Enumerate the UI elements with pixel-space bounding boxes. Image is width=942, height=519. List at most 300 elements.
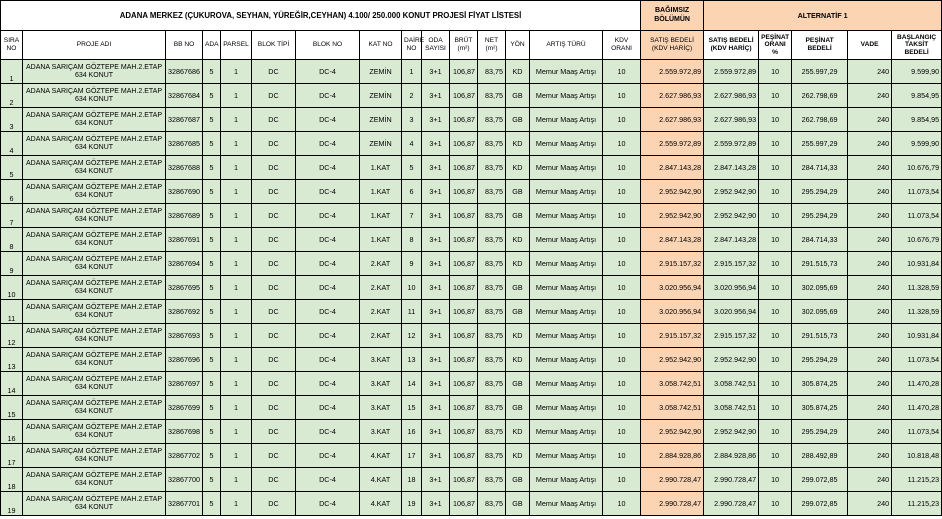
cell-daire: 16 xyxy=(402,420,422,444)
cell-taksit: 10.931,84 xyxy=(892,252,942,276)
cell-satis1: 2.915.157,32 xyxy=(641,324,704,348)
cell-kdv: 10 xyxy=(603,444,641,468)
cell-ada: 5 xyxy=(203,180,221,204)
cell-parsel: 1 xyxy=(221,156,252,180)
cell-kat: 4.KAT xyxy=(360,468,402,492)
cell-satis2: 2.884.928,86 xyxy=(704,444,759,468)
cell-daire: 5 xyxy=(402,156,422,180)
cell-ada: 5 xyxy=(203,276,221,300)
table-row xyxy=(1,348,942,372)
cell-pes-oran: 10 xyxy=(759,324,792,348)
cell-pes-oran: 10 xyxy=(759,252,792,276)
cell-pes-bedel: 299.072,85 xyxy=(792,492,848,516)
cell-taksit: 10.676,79 xyxy=(892,156,942,180)
cell-kdv: 10 xyxy=(603,60,641,84)
cell-satis2: 2.990.728,47 xyxy=(704,468,759,492)
cell-blok-tipi: DC xyxy=(252,324,296,348)
cell-kat: 4.KAT xyxy=(360,492,402,516)
cell-yon: GB xyxy=(506,492,530,516)
cell-proje: ADANA SARIÇAM GÖZTEPE MAH.2.ETAP 634 KONUT xyxy=(23,444,166,468)
cell-bbno: 32867698 xyxy=(166,420,203,444)
cell-kdv: 10 xyxy=(603,468,641,492)
col-header-blok-tipi: BLOK TİPİ xyxy=(252,31,296,60)
cell-daire: 11 xyxy=(402,300,422,324)
table-row xyxy=(1,396,942,420)
cell-parsel: 1 xyxy=(221,204,252,228)
cell-daire: 12 xyxy=(402,324,422,348)
cell-daire: 3 xyxy=(402,108,422,132)
cell-brut: 106,87 xyxy=(450,252,478,276)
cell-proje: ADANA SARIÇAM GÖZTEPE MAH.2.ETAP 634 KONUT xyxy=(23,228,166,252)
cell-taksit: 10.931,84 xyxy=(892,324,942,348)
cell-net: 83,75 xyxy=(478,204,506,228)
cell-kdv: 10 xyxy=(603,108,641,132)
col-header-net: NET (m²) xyxy=(478,31,506,60)
cell-vade: 240 xyxy=(848,372,892,396)
cell-pes-oran: 10 xyxy=(759,444,792,468)
cell-artis: Memur Maaş Artışı xyxy=(530,156,603,180)
cell-kdv: 10 xyxy=(603,156,641,180)
cell-net: 83,75 xyxy=(478,300,506,324)
cell-proje: ADANA SARIÇAM GÖZTEPE MAH.2.ETAP 634 KONUT xyxy=(23,276,166,300)
cell-kdv: 10 xyxy=(603,300,641,324)
cell-daire: 19 xyxy=(402,492,422,516)
cell-taksit: 11.073,54 xyxy=(892,348,942,372)
cell-blok-tipi: DC xyxy=(252,228,296,252)
cell-brut: 106,87 xyxy=(450,468,478,492)
cell-kat: 1.KAT xyxy=(360,156,402,180)
cell-oda: 3+1 xyxy=(422,420,450,444)
cell-daire: 4 xyxy=(402,132,422,156)
cell-ada: 5 xyxy=(203,60,221,84)
cell-taksit: 11.328,59 xyxy=(892,276,942,300)
cell-parsel: 1 xyxy=(221,276,252,300)
cell-proje: ADANA SARIÇAM GÖZTEPE MAH.2.ETAP 634 KONUT xyxy=(23,324,166,348)
cell-artis: Memur Maaş Artışı xyxy=(530,180,603,204)
cell-oda: 3+1 xyxy=(422,156,450,180)
cell-parsel: 1 xyxy=(221,108,252,132)
cell-blok-no: DC-4 xyxy=(296,60,360,84)
cell-brut: 106,87 xyxy=(450,324,478,348)
cell-yon: GB xyxy=(506,396,530,420)
cell-sira: 13 xyxy=(1,348,23,372)
cell-ada: 5 xyxy=(203,348,221,372)
cell-bbno: 32867701 xyxy=(166,492,203,516)
cell-pes-oran: 10 xyxy=(759,276,792,300)
cell-bbno: 32867685 xyxy=(166,132,203,156)
cell-sira: 1 xyxy=(1,60,23,84)
table-row xyxy=(1,108,942,132)
cell-sira: 8 xyxy=(1,228,23,252)
cell-pes-oran: 10 xyxy=(759,420,792,444)
cell-artis: Memur Maaş Artışı xyxy=(530,492,603,516)
cell-net: 83,75 xyxy=(478,420,506,444)
cell-pes-oran: 10 xyxy=(759,348,792,372)
cell-vade: 240 xyxy=(848,348,892,372)
cell-blok-tipi: DC xyxy=(252,468,296,492)
cell-proje: ADANA SARIÇAM GÖZTEPE MAH.2.ETAP 634 KONUT xyxy=(23,156,166,180)
cell-blok-tipi: DC xyxy=(252,204,296,228)
cell-oda: 3+1 xyxy=(422,372,450,396)
cell-ada: 5 xyxy=(203,228,221,252)
cell-pes-bedel: 305.874,25 xyxy=(792,372,848,396)
cell-bbno: 32867699 xyxy=(166,396,203,420)
cell-blok-tipi: DC xyxy=(252,276,296,300)
col-header-kat-no: KAT NO xyxy=(360,31,402,60)
cell-yon: KD xyxy=(506,156,530,180)
cell-pes-oran: 10 xyxy=(759,84,792,108)
cell-artis: Memur Maaş Artışı xyxy=(530,396,603,420)
cell-satis2: 2.915.157,32 xyxy=(704,252,759,276)
cell-bbno: 32867688 xyxy=(166,156,203,180)
cell-parsel: 1 xyxy=(221,396,252,420)
cell-parsel: 1 xyxy=(221,60,252,84)
cell-satis2: 3.058.742,51 xyxy=(704,372,759,396)
cell-brut: 106,87 xyxy=(450,132,478,156)
cell-taksit: 11.073,54 xyxy=(892,180,942,204)
cell-blok-tipi: DC xyxy=(252,348,296,372)
cell-yon: GB xyxy=(506,108,530,132)
cell-vade: 240 xyxy=(848,444,892,468)
cell-net: 83,75 xyxy=(478,84,506,108)
col-header-bbno: BB NO xyxy=(166,31,203,60)
cell-brut: 106,87 xyxy=(450,372,478,396)
cell-brut: 106,87 xyxy=(450,300,478,324)
cell-oda: 3+1 xyxy=(422,300,450,324)
cell-daire: 10 xyxy=(402,276,422,300)
cell-pes-bedel: 291.515,73 xyxy=(792,324,848,348)
cell-blok-no: DC-4 xyxy=(296,84,360,108)
cell-daire: 17 xyxy=(402,444,422,468)
cell-blok-tipi: DC xyxy=(252,372,296,396)
cell-yon: KD xyxy=(506,60,530,84)
cell-vade: 240 xyxy=(848,252,892,276)
cell-sira: 17 xyxy=(1,444,23,468)
cell-bbno: 32867690 xyxy=(166,180,203,204)
cell-satis2: 2.627.986,93 xyxy=(704,108,759,132)
cell-oda: 3+1 xyxy=(422,348,450,372)
cell-proje: ADANA SARIÇAM GÖZTEPE MAH.2.ETAP 634 KONUT xyxy=(23,396,166,420)
col-header-daire-no: DAİRE NO xyxy=(402,31,422,60)
cell-parsel: 1 xyxy=(221,420,252,444)
cell-oda: 3+1 xyxy=(422,108,450,132)
cell-pes-oran: 10 xyxy=(759,180,792,204)
cell-artis: Memur Maaş Artışı xyxy=(530,60,603,84)
cell-satis1: 2.559.972,89 xyxy=(641,60,704,84)
cell-pes-oran: 10 xyxy=(759,108,792,132)
cell-artis: Memur Maaş Artışı xyxy=(530,372,603,396)
cell-blok-no: DC-4 xyxy=(296,372,360,396)
cell-satis1: 2.915.157,32 xyxy=(641,252,704,276)
cell-kdv: 10 xyxy=(603,204,641,228)
cell-oda: 3+1 xyxy=(422,84,450,108)
cell-daire: 8 xyxy=(402,228,422,252)
cell-ada: 5 xyxy=(203,420,221,444)
cell-blok-tipi: DC xyxy=(252,444,296,468)
cell-sira: 12 xyxy=(1,324,23,348)
cell-kat: 3.KAT xyxy=(360,396,402,420)
cell-sira: 3 xyxy=(1,108,23,132)
cell-kat: 4.KAT xyxy=(360,444,402,468)
cell-daire: 6 xyxy=(402,180,422,204)
cell-net: 83,75 xyxy=(478,228,506,252)
cell-vade: 240 xyxy=(848,300,892,324)
col-header-vade: VADE xyxy=(848,31,892,60)
cell-pes-bedel: 302.095,69 xyxy=(792,300,848,324)
cell-bbno: 32867694 xyxy=(166,252,203,276)
cell-artis: Memur Maaş Artışı xyxy=(530,276,603,300)
cell-pes-bedel: 295.294,29 xyxy=(792,180,848,204)
cell-blok-no: DC-4 xyxy=(296,492,360,516)
cell-satis2: 3.058.742,51 xyxy=(704,396,759,420)
cell-kat: 2.KAT xyxy=(360,252,402,276)
cell-artis: Memur Maaş Artışı xyxy=(530,204,603,228)
cell-net: 83,75 xyxy=(478,468,506,492)
cell-kdv: 10 xyxy=(603,276,641,300)
cell-blok-no: DC-4 xyxy=(296,156,360,180)
table-row xyxy=(1,324,942,348)
cell-sira: 14 xyxy=(1,372,23,396)
cell-ada: 5 xyxy=(203,492,221,516)
cell-taksit: 10.818,48 xyxy=(892,444,942,468)
table-row xyxy=(1,372,942,396)
cell-blok-no: DC-4 xyxy=(296,420,360,444)
cell-ada: 5 xyxy=(203,84,221,108)
col-header-parsel: PARSEL xyxy=(221,31,252,60)
cell-oda: 3+1 xyxy=(422,444,450,468)
cell-oda: 3+1 xyxy=(422,60,450,84)
cell-taksit: 10.676,79 xyxy=(892,228,942,252)
cell-blok-no: DC-4 xyxy=(296,444,360,468)
cell-bbno: 32867692 xyxy=(166,300,203,324)
cell-blok-tipi: DC xyxy=(252,420,296,444)
cell-vade: 240 xyxy=(848,420,892,444)
cell-daire: 7 xyxy=(402,204,422,228)
cell-parsel: 1 xyxy=(221,348,252,372)
cell-proje: ADANA SARIÇAM GÖZTEPE MAH.2.ETAP 634 KONUT xyxy=(23,204,166,228)
cell-blok-tipi: DC xyxy=(252,84,296,108)
table-row xyxy=(1,156,942,180)
cell-kdv: 10 xyxy=(603,84,641,108)
cell-blok-tipi: DC xyxy=(252,180,296,204)
cell-kdv: 10 xyxy=(603,180,641,204)
cell-parsel: 1 xyxy=(221,84,252,108)
cell-pes-oran: 10 xyxy=(759,372,792,396)
cell-daire: 1 xyxy=(402,60,422,84)
cell-pes-bedel: 255.997,29 xyxy=(792,132,848,156)
cell-net: 83,75 xyxy=(478,372,506,396)
table-row xyxy=(1,300,942,324)
cell-satis1: 2.559.972,89 xyxy=(641,132,704,156)
cell-pes-oran: 10 xyxy=(759,156,792,180)
cell-pes-oran: 10 xyxy=(759,60,792,84)
cell-kdv: 10 xyxy=(603,324,641,348)
cell-kat: ZEMİN xyxy=(360,108,402,132)
cell-vade: 240 xyxy=(848,84,892,108)
cell-sira: 19 xyxy=(1,492,23,516)
table-row xyxy=(1,84,942,108)
cell-parsel: 1 xyxy=(221,132,252,156)
cell-taksit: 11.073,54 xyxy=(892,420,942,444)
cell-taksit: 9.599,90 xyxy=(892,132,942,156)
cell-yon: KD xyxy=(506,348,530,372)
cell-brut: 106,87 xyxy=(450,444,478,468)
cell-net: 83,75 xyxy=(478,444,506,468)
cell-proje: ADANA SARIÇAM GÖZTEPE MAH.2.ETAP 634 KONUT xyxy=(23,132,166,156)
cell-oda: 3+1 xyxy=(422,228,450,252)
cell-yon: GB xyxy=(506,276,530,300)
cell-satis1: 3.020.956,94 xyxy=(641,300,704,324)
cell-pes-oran: 10 xyxy=(759,300,792,324)
col-header-ada: ADA xyxy=(203,31,221,60)
cell-sira: 16 xyxy=(1,420,23,444)
cell-pes-bedel: 295.294,29 xyxy=(792,420,848,444)
cell-blok-no: DC-4 xyxy=(296,468,360,492)
cell-kdv: 10 xyxy=(603,396,641,420)
cell-satis2: 2.627.986,93 xyxy=(704,84,759,108)
cell-pes-bedel: 288.492,89 xyxy=(792,444,848,468)
cell-taksit: 11.215,23 xyxy=(892,468,942,492)
cell-blok-no: DC-4 xyxy=(296,324,360,348)
cell-artis: Memur Maaş Artışı xyxy=(530,108,603,132)
cell-bbno: 32867702 xyxy=(166,444,203,468)
page-title: ADANA MERKEZ (ÇUKUROVA, SEYHAN, YÜREĞİR,CEYHAN) 4.100/ 250.000 KONUT PROJESİ FİYAT LİSTESİ xyxy=(1,1,641,31)
cell-satis2: 2.559.972,89 xyxy=(704,132,759,156)
cell-satis2: 2.559.972,89 xyxy=(704,60,759,84)
cell-sira: 18 xyxy=(1,468,23,492)
cell-parsel: 1 xyxy=(221,444,252,468)
cell-ada: 5 xyxy=(203,108,221,132)
cell-bbno: 32867696 xyxy=(166,348,203,372)
col-header-yon: YÖN xyxy=(506,31,530,60)
cell-daire: 18 xyxy=(402,468,422,492)
cell-kdv: 10 xyxy=(603,228,641,252)
cell-bbno: 32867686 xyxy=(166,60,203,84)
cell-kat: 1.KAT xyxy=(360,228,402,252)
cell-kat: 2.KAT xyxy=(360,324,402,348)
cell-kat: ZEMİN xyxy=(360,132,402,156)
cell-taksit: 11.328,59 xyxy=(892,300,942,324)
cell-pes-oran: 10 xyxy=(759,396,792,420)
cell-taksit: 11.470,28 xyxy=(892,396,942,420)
cell-satis1: 2.627.986,93 xyxy=(641,108,704,132)
cell-daire: 14 xyxy=(402,372,422,396)
independent-unit-group-header: BAĞIMSIZ BÖLÜMÜN xyxy=(641,1,704,31)
cell-pes-oran: 10 xyxy=(759,468,792,492)
cell-yon: KD xyxy=(506,444,530,468)
cell-artis: Memur Maaş Artışı xyxy=(530,84,603,108)
cell-pes-bedel: 295.294,29 xyxy=(792,204,848,228)
cell-brut: 106,87 xyxy=(450,84,478,108)
cell-kat: ZEMİN xyxy=(360,84,402,108)
cell-blok-tipi: DC xyxy=(252,300,296,324)
cell-artis: Memur Maaş Artışı xyxy=(530,132,603,156)
col-header-baslangic: BAŞLANGIÇ TAKSİT BEDELİ xyxy=(892,31,942,60)
cell-kdv: 10 xyxy=(603,348,641,372)
cell-blok-no: DC-4 xyxy=(296,228,360,252)
cell-pes-oran: 10 xyxy=(759,132,792,156)
cell-proje: ADANA SARIÇAM GÖZTEPE MAH.2.ETAP 634 KONUT xyxy=(23,300,166,324)
cell-kat: 1.KAT xyxy=(360,204,402,228)
cell-proje: ADANA SARIÇAM GÖZTEPE MAH.2.ETAP 634 KONUT xyxy=(23,420,166,444)
cell-kdv: 10 xyxy=(603,372,641,396)
cell-vade: 240 xyxy=(848,492,892,516)
cell-vade: 240 xyxy=(848,276,892,300)
cell-pes-bedel: 305.874,25 xyxy=(792,396,848,420)
cell-blok-no: DC-4 xyxy=(296,180,360,204)
cell-satis2: 2.952.942,90 xyxy=(704,348,759,372)
cell-bbno: 32867695 xyxy=(166,276,203,300)
cell-yon: KD xyxy=(506,132,530,156)
cell-artis: Memur Maaş Artışı xyxy=(530,348,603,372)
cell-satis1: 2.990.728,47 xyxy=(641,492,704,516)
cell-vade: 240 xyxy=(848,108,892,132)
cell-daire: 2 xyxy=(402,84,422,108)
cell-bbno: 32867693 xyxy=(166,324,203,348)
alternative-group-header: ALTERNATİF 1 xyxy=(704,1,942,31)
cell-satis2: 2.952.942,90 xyxy=(704,420,759,444)
cell-ada: 5 xyxy=(203,132,221,156)
cell-satis2: 2.847.143,28 xyxy=(704,228,759,252)
cell-vade: 240 xyxy=(848,180,892,204)
cell-vade: 240 xyxy=(848,324,892,348)
cell-blok-tipi: DC xyxy=(252,132,296,156)
cell-satis2: 2.915.157,32 xyxy=(704,324,759,348)
cell-blok-no: DC-4 xyxy=(296,108,360,132)
cell-vade: 240 xyxy=(848,132,892,156)
cell-brut: 106,87 xyxy=(450,156,478,180)
cell-kdv: 10 xyxy=(603,420,641,444)
cell-bbno: 32867700 xyxy=(166,468,203,492)
cell-vade: 240 xyxy=(848,60,892,84)
cell-blok-no: DC-4 xyxy=(296,396,360,420)
cell-kat: 1.KAT xyxy=(360,180,402,204)
cell-ada: 5 xyxy=(203,324,221,348)
cell-pes-bedel: 295.294,29 xyxy=(792,348,848,372)
col-header-sira: SIRA NO xyxy=(1,31,23,60)
cell-net: 83,75 xyxy=(478,324,506,348)
cell-vade: 240 xyxy=(848,228,892,252)
table-row xyxy=(1,252,942,276)
cell-yon: GB xyxy=(506,180,530,204)
cell-parsel: 1 xyxy=(221,180,252,204)
cell-net: 83,75 xyxy=(478,396,506,420)
cell-oda: 3+1 xyxy=(422,132,450,156)
cell-oda: 3+1 xyxy=(422,492,450,516)
cell-artis: Memur Maaş Artışı xyxy=(530,444,603,468)
cell-satis1: 2.847.143,28 xyxy=(641,228,704,252)
cell-yon: GB xyxy=(506,300,530,324)
cell-kat: 2.KAT xyxy=(360,276,402,300)
cell-yon: KD xyxy=(506,228,530,252)
cell-parsel: 1 xyxy=(221,252,252,276)
cell-daire: 13 xyxy=(402,348,422,372)
cell-taksit: 9.854,95 xyxy=(892,84,942,108)
cell-oda: 3+1 xyxy=(422,468,450,492)
table-row xyxy=(1,276,942,300)
cell-pes-bedel: 284.714,33 xyxy=(792,156,848,180)
cell-proje: ADANA SARIÇAM GÖZTEPE MAH.2.ETAP 634 KONUT xyxy=(23,468,166,492)
cell-blok-tipi: DC xyxy=(252,60,296,84)
cell-blok-no: DC-4 xyxy=(296,300,360,324)
cell-sira: 11 xyxy=(1,300,23,324)
cell-proje: ADANA SARIÇAM GÖZTEPE MAH.2.ETAP 634 KONUT xyxy=(23,372,166,396)
cell-oda: 3+1 xyxy=(422,252,450,276)
cell-net: 83,75 xyxy=(478,492,506,516)
cell-sira: 10 xyxy=(1,276,23,300)
cell-pes-oran: 10 xyxy=(759,204,792,228)
col-header-oda: ODA SAYISI xyxy=(422,31,450,60)
